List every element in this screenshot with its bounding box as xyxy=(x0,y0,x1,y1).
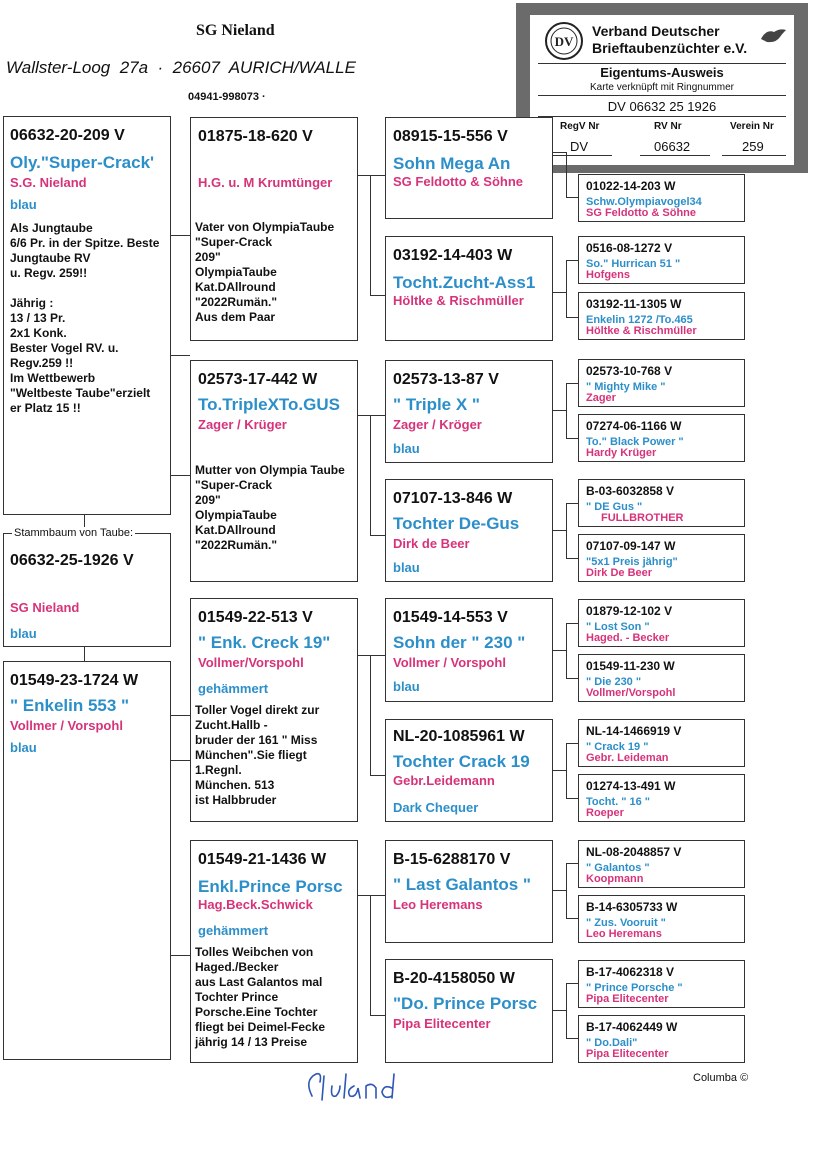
great-grandparent-color: blau xyxy=(393,560,420,575)
grandparent-owner: Zager / Krüger xyxy=(198,417,287,432)
great-grandparent-card xyxy=(385,719,553,822)
card-col3-label: Verein Nr xyxy=(730,121,774,132)
great-grandparent-card xyxy=(385,840,553,943)
ancestor-name: " Do.Dali" xyxy=(586,1037,638,1049)
pigeon-icon xyxy=(758,25,788,47)
ancestor-name: Schw.Olympiavogel34 xyxy=(586,196,702,208)
great-grandparent-name: Tochter De-Gus xyxy=(393,514,520,533)
ancestor-name: Tocht. " 16 " xyxy=(586,796,651,808)
ancestor-ring: B-17-4062318 V xyxy=(586,965,675,979)
grandparent-remarks: Vater von OlympiaTaube "Super-Crack 209" OlympiaTaube Kat.DAllround "2022Rumän." Aus dem Paar xyxy=(195,220,335,324)
ancestor-name: " Die 230 " xyxy=(586,676,642,688)
ancestor-owner: Dirk De Beer xyxy=(586,567,653,579)
ancestor-card xyxy=(578,236,745,284)
ancestor-card xyxy=(578,599,745,647)
ancestor-card xyxy=(578,960,745,1008)
ancestor-card xyxy=(578,719,745,767)
ancestor-ring: 01879-12-102 V xyxy=(586,604,673,618)
ancestor-owner: FULLBROTHER xyxy=(601,512,684,524)
great-grandparent-card xyxy=(385,598,553,702)
ancestor-ring: 01274-13-491 W xyxy=(586,779,676,793)
ancestor-card xyxy=(578,414,745,462)
ancestor-card xyxy=(578,359,745,407)
grandparent-ring: 01549-21-1436 W xyxy=(198,851,327,868)
ancestor-name: " Prince Porsche " xyxy=(586,982,683,994)
grandparent-name: To.TripleXTo.GUS xyxy=(198,395,340,414)
great-grandparent-ring: 03192-14-403 W xyxy=(393,247,513,264)
great-grandparent-name: Sohn der " 230 " xyxy=(393,633,526,652)
mother-ring: 01549-23-1724 W xyxy=(10,672,139,689)
grandparent-name: " Enk. Creck 19" xyxy=(198,633,331,652)
footer-copyright: Columba © xyxy=(693,1072,749,1084)
grandparent-owner: Hag.Beck.Schwick xyxy=(198,897,313,912)
father-remarks: Als Jungtaube 6/6 Pr. in der Spitze. Beste Jungtaube RV u. Regv. 259!! Jährig : 13 / 13 Pr. 2x1 Konk. Bester Vogel RV. u. Regv.259 !! Im Wettbewerb "Weltbeste Taube"erzielt er Platz 15 !! xyxy=(10,221,160,415)
great-grandparent-ring: 02573-13-87 V xyxy=(393,371,499,388)
mother-owner: Vollmer / Vorspohl xyxy=(10,718,123,733)
grandparent-card xyxy=(190,117,358,341)
ownership-card xyxy=(516,3,808,173)
breeder-address: Wallster-Loog 27a · 26607 AURICH/WALLE xyxy=(6,58,356,77)
great-grandparent-card xyxy=(385,959,553,1063)
great-grandparent-name: " Triple X " xyxy=(393,395,480,414)
grandparent-owner: H.G. u. M Krumtünger xyxy=(198,175,333,190)
ancestor-name: " DE Gus " xyxy=(586,501,643,513)
card-col1-value: DV xyxy=(570,139,589,154)
great-grandparent-card xyxy=(385,360,553,463)
father-ring: 06632-20-209 V xyxy=(10,127,125,144)
ancestor-card xyxy=(578,292,745,340)
ancestor-owner: Roeper xyxy=(586,807,624,819)
great-grandparent-owner: Pipa Elitecenter xyxy=(393,1016,491,1031)
great-grandparent-ring: B-15-6288170 V xyxy=(393,851,511,868)
ancestor-owner: Pipa Elitecenter xyxy=(586,993,669,1005)
breeder-name: SG Nieland xyxy=(196,22,275,39)
great-grandparent-ring: 01549-14-553 V xyxy=(393,609,508,626)
ancestor-card xyxy=(578,534,745,582)
ancestor-owner: Hardy Krüger xyxy=(586,447,657,459)
subject-owner: SG Nieland xyxy=(10,600,80,615)
ancestor-card xyxy=(578,479,745,527)
grandparent-ring: 01549-22-513 V xyxy=(198,609,313,626)
great-grandparent-card xyxy=(385,479,553,582)
great-grandparent-ring: B-20-4158050 W xyxy=(393,970,515,987)
father-color: blau xyxy=(10,197,37,212)
card-title: Eigentums-Ausweis xyxy=(600,65,724,80)
svg-text:DV: DV xyxy=(554,34,574,49)
ancestor-owner: Haged. - Becker xyxy=(586,632,670,644)
card-col3-value: 259 xyxy=(742,139,764,154)
great-grandparent-owner: Dirk de Beer xyxy=(393,536,470,551)
ancestor-name: " Galantos " xyxy=(586,862,650,874)
grandparent-color: gehämmert xyxy=(198,681,269,696)
card-org-line2: Brieftaubenzüchter e.V. xyxy=(592,40,748,56)
great-grandparent-name: " Last Galantos " xyxy=(393,875,531,894)
ancestor-ring: 07274-06-1166 W xyxy=(586,419,682,433)
grandparent-card xyxy=(190,360,358,582)
ancestor-card xyxy=(578,774,745,822)
great-grandparent-name: Tocht.Zucht-Ass1 xyxy=(393,273,536,292)
great-grandparent-color: blau xyxy=(393,679,420,694)
ancestor-name: " Crack 19 " xyxy=(586,741,649,753)
ancestor-owner: Gebr. Leideman xyxy=(586,752,669,764)
ancestor-ring: 01549-11-230 W xyxy=(586,659,675,673)
ancestor-owner: Höltke & Rischmüller xyxy=(586,325,697,337)
subject-card xyxy=(3,533,171,647)
card-ring: DV 06632 25 1926 xyxy=(607,99,717,114)
grandparent-remarks: Tolles Weibchen von Haged./Becker aus Last Galantos mal Tochter Prince Porsche.Eine Tochter fliegt bei Deimel-Fecke jährig 14 / 13 Preise xyxy=(195,945,326,1049)
great-grandparent-name: Sohn Mega An xyxy=(393,154,511,173)
card-subtitle: Karte verknüpft mit Ringnummer xyxy=(590,82,734,93)
mother-color: blau xyxy=(10,740,37,755)
grandparent-remarks: Mutter von Olympia Taube "Super-Crack 209" OlympiaTaube Kat.DAllround "2022Rumän." xyxy=(195,463,345,552)
ancestor-name: " Zus. Vooruit " xyxy=(586,917,666,929)
ancestor-name: "5x1 Preis jährig" xyxy=(586,556,678,568)
mother-card xyxy=(3,661,171,1060)
father-owner: S.G. Nieland xyxy=(10,175,87,190)
great-grandparent-owner: Gebr.Leidemann xyxy=(393,773,495,788)
ancestor-owner: Zager xyxy=(586,392,616,404)
ancestor-owner: Leo Heremans xyxy=(586,928,662,940)
ancestor-card xyxy=(578,840,745,888)
great-grandparent-card xyxy=(385,117,553,219)
ancestor-ring: 07107-09-147 W xyxy=(586,539,676,553)
great-grandparent-ring: NL-20-1085961 W xyxy=(393,728,525,745)
card-col2-value: 06632 xyxy=(654,139,691,154)
ancestor-ring: 01022-14-203 W xyxy=(586,179,676,193)
great-grandparent-owner: Vollmer / Vorspohl xyxy=(393,655,506,670)
grandparent-ring: 01875-18-620 V xyxy=(198,128,313,145)
vdbr-logo-icon xyxy=(544,21,584,61)
ancestor-card xyxy=(578,895,745,943)
great-grandparent-ring: 08915-15-556 V xyxy=(393,128,508,145)
great-grandparent-owner: Höltke & Rischmüller xyxy=(393,293,524,308)
great-grandparent-owner: SG Feldotto & Söhne xyxy=(393,174,523,189)
ancestor-ring: B-14-6305733 W xyxy=(586,900,678,914)
stammbaum-label: Stammbaum von Taube: xyxy=(14,527,134,539)
grandparent-ring: 02573-17-442 W xyxy=(198,371,318,388)
great-grandparent-color: blau xyxy=(393,441,420,456)
subject-color: blau xyxy=(10,626,37,641)
grandparent-card xyxy=(190,598,358,822)
ancestor-ring: 03192-11-1305 W xyxy=(586,297,682,311)
mother-name: " Enkelin 553 " xyxy=(10,696,130,715)
ancestor-card xyxy=(578,174,745,222)
ancestor-card xyxy=(578,1015,745,1063)
ancestor-ring: B-03-6032858 V xyxy=(586,484,675,498)
ancestor-owner: Pipa Elitecenter xyxy=(586,1048,669,1060)
ancestor-name: " Mighty Mike " xyxy=(586,381,666,393)
father-name: Oly."Super-Crack' xyxy=(10,153,155,172)
grandparent-remarks: Toller Vogel direkt zur Zucht.Hallb - bruder der 161 " Miss München".Sie fliegt 1.Regnl. München. 513 ist Halbbruder xyxy=(195,703,320,807)
ancestor-name: " Lost Son " xyxy=(586,621,650,633)
subject-ring: 06632-25-1926 V xyxy=(10,552,134,569)
ancestor-card xyxy=(578,654,745,702)
great-grandparent-color: Dark Chequer xyxy=(393,800,479,815)
ancestor-ring: NL-14-1466919 V xyxy=(586,724,682,738)
great-grandparent-name: "Do. Prince Porsc xyxy=(393,994,538,1013)
ancestor-name: So." Hurrican 51 " xyxy=(586,258,681,270)
grandparent-owner: Vollmer/Vorspohl xyxy=(198,655,304,670)
great-grandparent-card xyxy=(385,236,553,341)
ancestor-ring: B-17-4062449 W xyxy=(586,1020,678,1034)
great-grandparent-owner: Leo Heremans xyxy=(393,897,483,912)
ancestor-owner: Vollmer/Vorspohl xyxy=(586,687,676,699)
ancestor-name: To." Black Power " xyxy=(586,436,684,448)
great-grandparent-owner: Zager / Kröger xyxy=(393,417,482,432)
ancestor-ring: NL-08-2048857 V xyxy=(586,845,682,859)
father-card xyxy=(3,116,171,515)
great-grandparent-ring: 07107-13-846 W xyxy=(393,490,513,507)
card-org-line1: Verband Deutscher xyxy=(592,23,720,39)
card-col1-label: RegV Nr xyxy=(560,121,600,132)
ancestor-owner: Hofgens xyxy=(586,269,630,281)
grandparent-card xyxy=(190,840,358,1063)
handwritten-signature xyxy=(300,1062,440,1112)
grandparent-color: gehämmert xyxy=(198,923,269,938)
breeder-phone: 04941-998073 · xyxy=(188,91,266,103)
ancestor-ring: 02573-10-768 V xyxy=(586,364,673,378)
ancestor-owner: SG Feldotto & Söhne xyxy=(586,207,696,219)
ancestor-name: Enkelin 1272 /To.465 xyxy=(586,314,693,326)
card-col2-label: RV Nr xyxy=(654,121,682,132)
great-grandparent-name: Tochter Crack 19 xyxy=(393,752,530,771)
ancestor-owner: Koopmann xyxy=(586,873,644,885)
grandparent-name: Enkl.Prince Porsc xyxy=(198,877,343,896)
ancestor-ring: 0516-08-1272 V xyxy=(586,241,673,255)
